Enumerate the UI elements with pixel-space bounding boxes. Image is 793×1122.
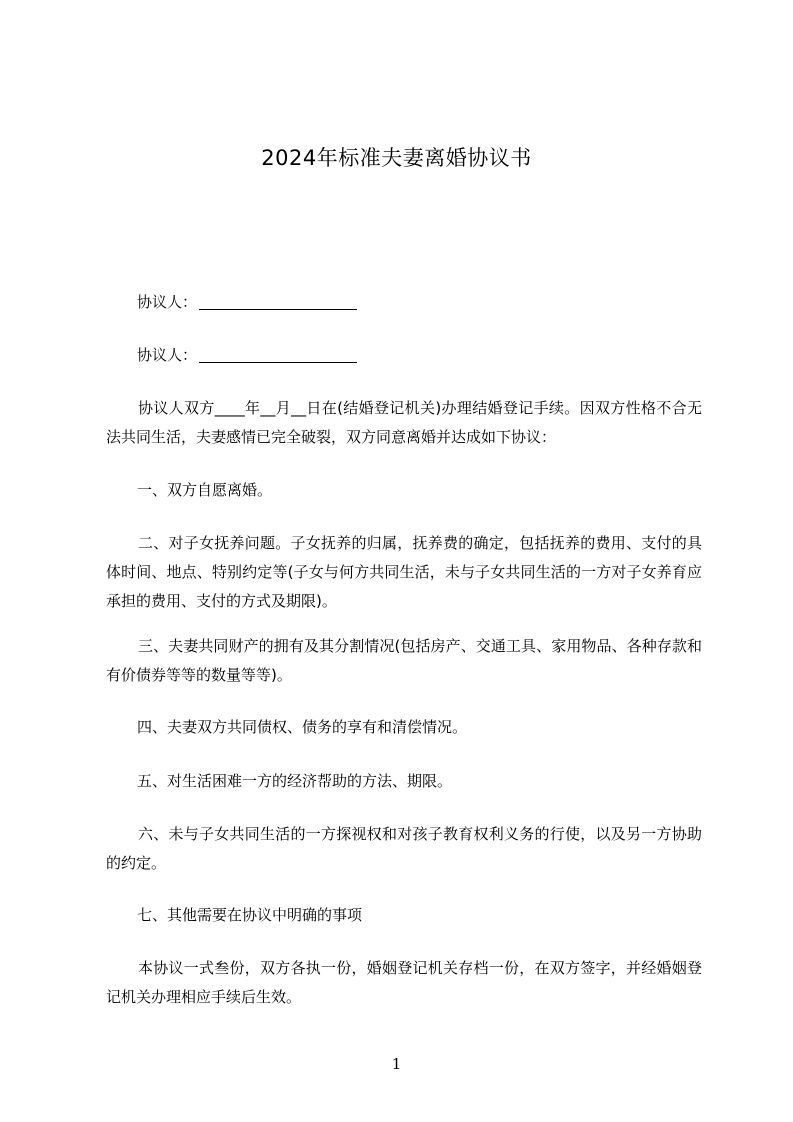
party-name-field-2 [199,344,357,363]
clause-7: 七、其他需要在协议中明确的事项 [137,906,363,924]
clause-2: 二、对子女抚养问题。子女抚养的归属，抚养费的确定，包括抚养的费用、支付的具体时间、地点、特别约定等(子女与何方共同生活，未与子女共同生活的一方对子女养育应承担的费用、支付的方式及期限)。 [106,534,702,610]
party-label-1: 协议人： [137,293,198,311]
closing-paragraph: 本协议一式叁份，双方各执一份，婚姻登记机关存档一份，在双方签字，并经婚姻登记机关办理相应手续后生效。 [106,959,702,1006]
document-title: 2024年标准夫妻离婚协议书 [261,146,532,170]
page-number: 1 [391,1055,402,1073]
intro-paragraph: 协议人双方____年__月__日在(结婚登记机关)办理结婚登记手续。因双方性格不合无法共同生活，夫妻感情已完全破裂，双方同意离婚并达成如下协议： [106,399,702,446]
clause-4: 四、夫妻双方共同债权、债务的享有和清偿情况。 [137,718,468,736]
party-name-field-1 [199,291,357,310]
party-line-1 [137,287,357,317]
clause-1: 一、双方自愿离婚。 [137,481,273,499]
clause-6: 六、未与子女共同生活的一方探视权和对孩子教育权利义务的行使，以及另一方协助的约定。 [106,825,702,872]
party-line-2 [137,340,357,370]
party-label-2: 协议人： [137,346,198,364]
clause-3: 三、夫妻共同财产的拥有及其分割情况(包括房产、交通工具、家用物品、各种存款和有价债券等等的数量等等)。 [106,637,702,684]
clause-5: 五、对生活困难一方的经济帮助的方法、期限。 [137,772,453,790]
